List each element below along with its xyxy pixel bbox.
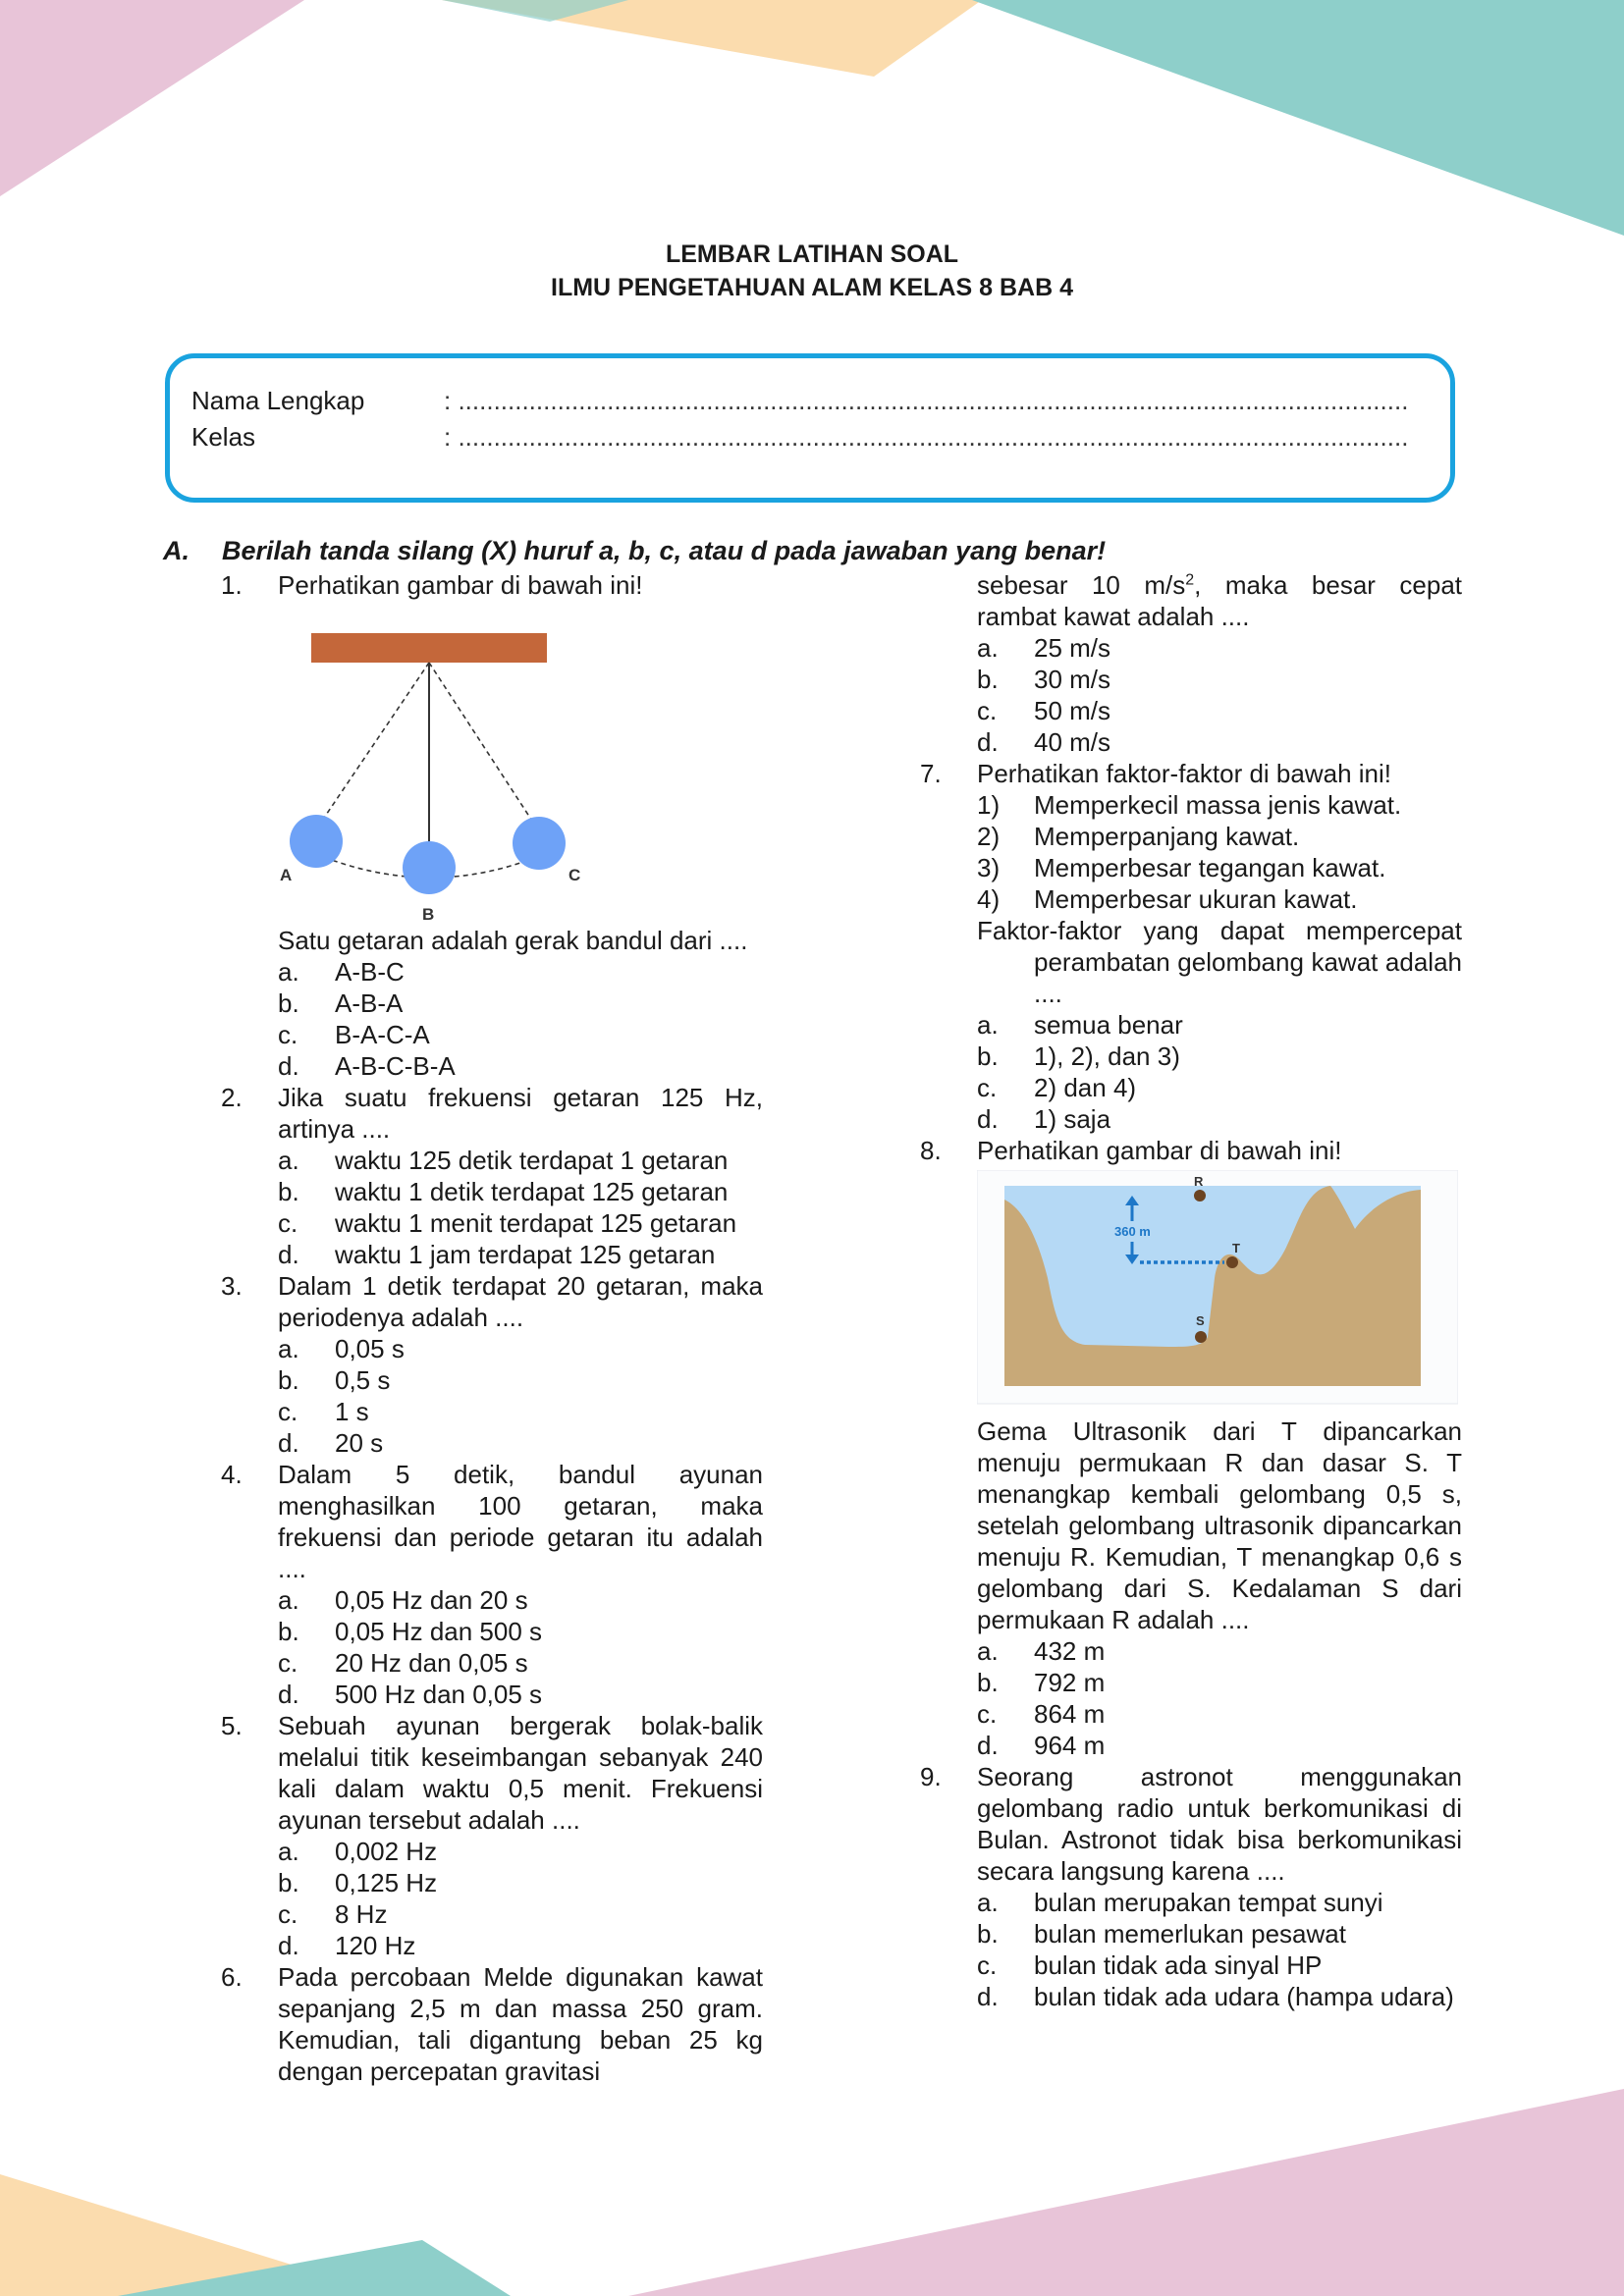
- pendulum-bob-a: [290, 815, 343, 868]
- label-r: R: [1194, 1174, 1204, 1189]
- option-4a[interactable]: a. 0,05 Hz dan 20 s: [278, 1585, 528, 1615]
- factor-2: 2) Memperpanjang kawat.: [977, 822, 1300, 851]
- deco-bottom-pink: [628, 2089, 1624, 2296]
- question-1-stem: Satu getaran adalah gerak bandul dari ....: [278, 926, 748, 955]
- pendulum-figure: [221, 601, 763, 925]
- section-instruction: Berilah tanda silang (X) huruf a, b, c, atau d pada jawaban yang benar!: [222, 536, 1107, 565]
- right-column: [920, 569, 1462, 2012]
- pendulum-label-b: B: [422, 905, 435, 924]
- deco-top-teal: [972, 0, 1624, 236]
- option-3c[interactable]: c. 1 s: [278, 1397, 369, 1426]
- factor-1: 1) Memperkecil massa jenis kawat.: [977, 790, 1402, 820]
- name-row: [191, 386, 1408, 416]
- pendulum-label-a: A: [280, 866, 293, 884]
- option-6b[interactable]: b. 30 m/s: [977, 665, 1111, 694]
- name-field[interactable]: : ......................................................................................................................................: [444, 386, 1409, 415]
- point-s: [1195, 1331, 1207, 1343]
- option-4d[interactable]: d. 500 Hz dan 0,05 s: [278, 1680, 543, 1709]
- question-8-text: Perhatikan gambar di bawah ini!: [977, 1136, 1342, 1165]
- class-field[interactable]: : ......................................................................................................................................: [444, 422, 1409, 452]
- option-2d[interactable]: d. waktu 1 jam terdapat 125 getaran: [278, 1240, 716, 1269]
- depth-label: 360 m: [1114, 1224, 1151, 1239]
- option-1b[interactable]: b. A-B-A: [278, 988, 404, 1018]
- factor-3: 3) Memperbesar tegangan kawat.: [977, 853, 1386, 882]
- worksheet-title: LEMBAR LATIHAN SOAL: [665, 240, 959, 268]
- question-3-text: Dalam 1 detik terdapat 20 getaran, maka periodenya adalah ....: [278, 1271, 763, 1332]
- option-7b[interactable]: b. 1), 2), dan 3): [977, 1041, 1180, 1071]
- question-1-text: Perhatikan gambar di bawah ini!: [278, 570, 643, 600]
- question-4: 4. Dalam 5 detik, bandul ayunan menghasilkan 100 getaran, maka frekuensi dan periode getaran itu adalah ....: [221, 1460, 763, 1583]
- question-1: 1. Perhatikan gambar di bawah ini!: [221, 569, 763, 601]
- option-1a[interactable]: a. A-B-C: [278, 957, 405, 987]
- question-7: 7. Perhatikan faktor-faktor di bawah ini!: [920, 758, 1462, 789]
- option-8d[interactable]: d. 964 m: [977, 1731, 1106, 1760]
- question-5-text: Sebuah ayunan bergerak bolak-balik melalui titik keseimbangan sebanyak 240 kali dalam waktu 0,5 menit. Frekuensi ayunan tersebut adalah ....: [278, 1711, 763, 1835]
- pendulum-string-c: [429, 663, 539, 831]
- question-7-text: Perhatikan faktor-faktor di bawah ini!: [977, 759, 1391, 788]
- option-1d[interactable]: d. A-B-C-B-A: [278, 1051, 456, 1081]
- question-9-text: Seorang astronot menggunakan gelombang radio untuk berkomunikasi di Bulan. Astronot tidak bisa berkomunikasi secara langsung karena ....: [977, 1762, 1462, 1886]
- worksheet-subtitle: ILMU PENGETAHUAN ALAM KELAS 8 BAB 4: [551, 274, 1073, 301]
- option-5c[interactable]: c. 8 Hz: [278, 1899, 388, 1929]
- section-a-heading: [163, 536, 1106, 566]
- option-3d[interactable]: d. 20 s: [278, 1428, 384, 1458]
- option-2c[interactable]: c. waktu 1 menit terdapat 125 getaran: [278, 1208, 737, 1238]
- section-letter: A.: [163, 536, 189, 565]
- option-2a[interactable]: a. waktu 125 detik terdapat 1 getaran: [278, 1146, 729, 1175]
- question-5: 5. Sebuah ayunan bergerak bolak-balik melalui titik keseimbangan sebanyak 240 kali dalam waktu 0,5 menit. Frekuensi ayunan tersebut adalah ....: [221, 1711, 763, 1835]
- question-3: 3. Dalam 1 detik terdapat 20 getaran, maka periodenya adalah ....: [221, 1271, 763, 1332]
- pendulum-label-c: C: [568, 866, 581, 884]
- question-6-continuation: sebesar 10 $m/s^2$, maka besar cepat rambat kawat adalah ....: [977, 570, 1463, 631]
- sea-depth-figure: [977, 1170, 1458, 1406]
- label-s: S: [1196, 1313, 1205, 1328]
- pendulum-bob-b: [403, 841, 456, 894]
- option-6a[interactable]: a. 25 m/s: [977, 633, 1111, 663]
- option-7c[interactable]: c. 2) dan 4): [977, 1073, 1137, 1102]
- left-column: [221, 569, 763, 2087]
- question-4-text: Dalam 5 detik, bandul ayunan menghasilkan 100 getaran, maka frekuensi dan periode getaran itu adalah ....: [278, 1460, 763, 1583]
- question-6: 6. Pada percobaan Melde digunakan kawat sepanjang 2,5 m dan massa 250 gram. Kemudian, tali digantung beban 25 kg dengan percepatan gravitasi: [221, 1962, 763, 2086]
- question-9: 9. Seorang astronot menggunakan gelombang radio untuk berkomunikasi di Bulan. Astronot tidak bisa berkomunikasi secara langsung karena ....: [920, 1762, 1462, 1886]
- option-2b[interactable]: b. waktu 1 detik terdapat 125 getaran: [278, 1177, 729, 1206]
- class-label: Kelas: [191, 422, 256, 452]
- point-r: [1194, 1190, 1206, 1201]
- option-5d[interactable]: d. 120 Hz: [278, 1931, 416, 1960]
- option-9a[interactable]: a. bulan merupakan tempat sunyi: [977, 1888, 1383, 1917]
- option-5b[interactable]: b. 0,125 Hz: [278, 1868, 438, 1897]
- pendulum-support-bar: [311, 633, 547, 663]
- name-label: Nama Lengkap: [191, 386, 365, 415]
- pendulum-bob-c: [513, 817, 566, 870]
- pendulum-string-a: [316, 663, 429, 829]
- question-7-stem: Faktor-faktor yang dapat mempercepat perambatan gelombang kawat adalah ....: [977, 916, 1462, 1008]
- label-t: T: [1232, 1241, 1240, 1255]
- option-9d[interactable]: d. bulan tidak ada udara (hampa udara): [977, 1982, 1454, 2011]
- option-6d[interactable]: d. 40 m/s: [977, 727, 1111, 757]
- question-8-stem: Gema Ultrasonik dari T dipancarkan menuju permukaan R dan dasar S. T menangkap kembali gelombang 0,5 s, setelah gelombang ultrasonik dipancarkan menuju R. Kemudian, T menangkap 0,6 s gelombang dari S. Kedalaman S dari permukaan R adalah ....: [977, 1416, 1462, 1634]
- option-5a[interactable]: a. 0,002 Hz: [278, 1837, 438, 1866]
- option-7a[interactable]: a. semua benar: [977, 1010, 1183, 1040]
- factor-4: 4) Memperbesar ukuran kawat.: [977, 884, 1358, 914]
- option-9c[interactable]: c. bulan tidak ada sinyal HP: [977, 1950, 1323, 1980]
- point-t: [1226, 1256, 1238, 1268]
- option-3b[interactable]: b. 0,5 s: [278, 1365, 391, 1395]
- question-2-text: Jika suatu frekuensi getaran 125 Hz, artinya ....: [278, 1083, 763, 1144]
- option-1c[interactable]: c. B-A-C-A: [278, 1020, 430, 1049]
- question-8: 8. Perhatikan gambar di bawah ini!: [920, 1135, 1462, 1166]
- option-8a[interactable]: a. 432 m: [977, 1636, 1106, 1666]
- option-8b[interactable]: b. 792 m: [977, 1668, 1106, 1697]
- option-6c[interactable]: c. 50 m/s: [977, 696, 1111, 725]
- student-identity-box: [165, 353, 1455, 503]
- option-4b[interactable]: b. 0,05 Hz dan 500 s: [278, 1617, 543, 1646]
- option-3a[interactable]: a. 0,05 s: [278, 1334, 405, 1363]
- option-7d[interactable]: d. 1) saja: [977, 1104, 1111, 1134]
- deco-top-left-pink: [0, 0, 304, 196]
- question-2: 2. Jika suatu frekuensi getaran 125 Hz, artinya ....: [221, 1083, 763, 1144]
- option-4c[interactable]: c. 20 Hz dan 0,05 s: [278, 1648, 528, 1678]
- class-row: [191, 422, 1408, 453]
- option-9b[interactable]: b. bulan memerlukan pesawat: [977, 1919, 1346, 1949]
- option-8c[interactable]: c. 864 m: [977, 1699, 1106, 1729]
- question-6-text: Pada percobaan Melde digunakan kawat sepanjang 2,5 m dan massa 250 gram. Kemudian, tali digantung beban 25 kg dengan percepatan gravitasi: [278, 1962, 763, 2086]
